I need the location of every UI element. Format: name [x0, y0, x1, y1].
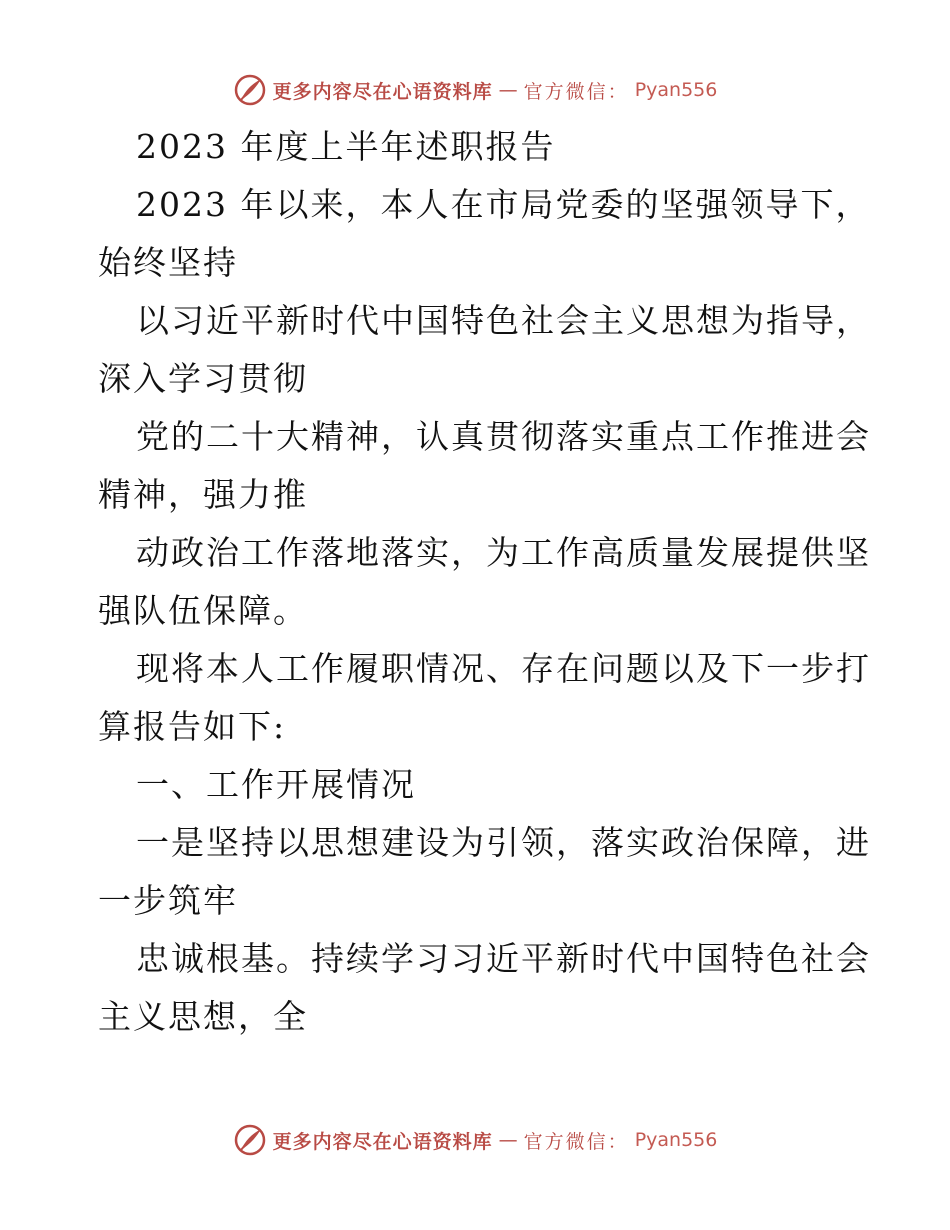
watermark-side-text: 官方微信： — [523, 80, 629, 103]
watermark-side-text: 官方微信： — [523, 1130, 629, 1153]
watermark-main-text: 更多内容尽在心语资料库 — [272, 1130, 493, 1153]
text-line: 始终坚持 — [98, 243, 238, 282]
watermark-wechat-id: Pyan556 — [634, 79, 718, 101]
footer-watermark — [0, 1120, 950, 1160]
text-line: 2023 年度上半年述职报告 — [136, 127, 556, 166]
watermark-wechat-id: Pyan556 — [634, 1129, 718, 1151]
text-line: 2023 年以来，本人在市局党委的坚强领导下， — [136, 185, 871, 224]
watermark-dash: — — [498, 79, 518, 101]
text-line: 党的二十大精神，认真贯彻落实重点工作推进会 — [136, 417, 871, 456]
watermark-dash: — — [498, 1129, 518, 1151]
text-line: 精神，强力推 — [98, 475, 308, 514]
text-line: 一、工作开展情况 — [136, 765, 416, 804]
text-line: 深入学习贯彻 — [98, 359, 308, 398]
text-line: 一是坚持以思想建设为引领，落实政治保障，进 — [136, 823, 871, 862]
text-line: 动政治工作落地落实，为工作高质量发展提供坚 — [136, 533, 871, 572]
text-line: 忠诚根基。持续学习习近平新时代中国特色社会 — [136, 939, 871, 978]
text-line: 主义思想，全 — [98, 997, 308, 1036]
text-line: 算报告如下: — [98, 707, 287, 746]
text-line: 一步筑牢 — [98, 881, 238, 920]
header-watermark — [0, 70, 950, 110]
quill-logo-icon — [233, 1123, 267, 1157]
quill-logo-icon — [233, 73, 267, 107]
watermark-main-text: 更多内容尽在心语资料库 — [272, 80, 493, 103]
text-line: 以习近平新时代中国特色社会主义思想为指导， — [136, 301, 871, 340]
text-line: 现将本人工作履职情况、存在问题以及下一步打 — [136, 649, 871, 688]
document-body — [98, 118, 871, 1046]
text-line: 强队伍保障。 — [98, 591, 308, 630]
